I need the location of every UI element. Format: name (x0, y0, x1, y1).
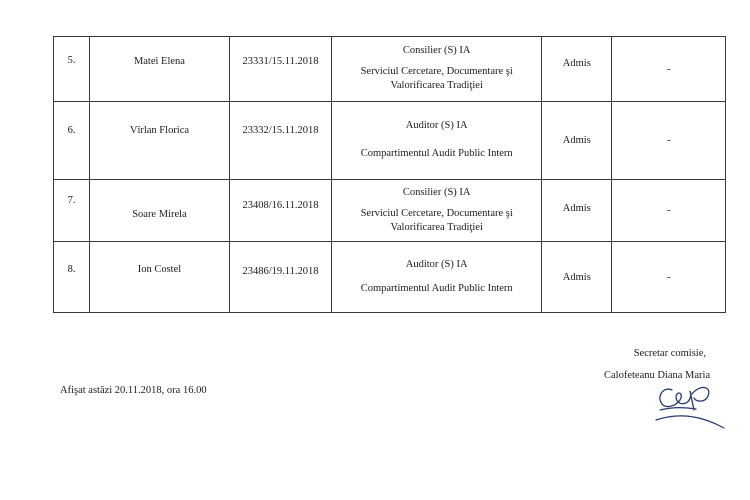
position-cell (332, 242, 542, 313)
row-number-cell (54, 242, 90, 313)
row-number: 5. (67, 54, 76, 66)
table-row (54, 242, 726, 313)
row-number: 8. (67, 263, 76, 275)
result-status: Admis (562, 271, 591, 283)
candidate-name-cell (90, 242, 230, 313)
posted-notice: Afişat astăzi 20.11.2018, ora 16.00 (60, 385, 207, 396)
row-number-cell (54, 180, 90, 242)
remarks-cell (612, 180, 726, 242)
results-table (53, 36, 726, 313)
secretary-role: Secretar comisie, (633, 348, 706, 359)
department-name: Serviciul Cercetare, Documentare şi Valorificarea Tradiţiei (360, 207, 513, 233)
remarks: - (666, 205, 671, 216)
candidate-name: Ion Costel (137, 263, 182, 275)
row-number: 7. (67, 195, 76, 206)
registration-cell (229, 242, 331, 313)
position-title: Auditor (S) IA (405, 258, 468, 270)
position-cell (332, 37, 542, 102)
result-cell (542, 180, 612, 242)
department-name: Compartimentul Audit Public Intern (360, 148, 513, 159)
position-title: Auditor (S) IA (405, 120, 468, 131)
candidate-name: Vîrlan Florica (129, 125, 190, 136)
remarks: - (666, 271, 671, 283)
registration-number: 23332/15.11.2018 (242, 125, 319, 136)
table-row (54, 37, 726, 102)
candidate-name-cell (90, 37, 230, 102)
registration-cell (229, 180, 331, 242)
registration-number: 23331/15.11.2018 (242, 55, 319, 67)
position-title: Consilier (S) IA (402, 186, 471, 198)
department-name: Serviciul Cercetare, Documentare şi Valorificarea Tradiţiei (360, 66, 513, 91)
secretary-name: Calofeteanu Diana Maria (604, 370, 711, 381)
candidate-name-cell (90, 102, 230, 180)
table-row (54, 180, 726, 242)
row-number-cell (54, 37, 90, 102)
department-name: Compartimentul Audit Public Intern (360, 282, 513, 294)
result-cell (542, 37, 612, 102)
remarks-cell (612, 102, 726, 180)
handwritten-signature (650, 376, 730, 436)
result-cell (542, 242, 612, 313)
registration-number: 23486/19.11.2018 (242, 265, 319, 277)
remarks: - (666, 135, 671, 146)
registration-cell (229, 102, 331, 180)
row-number: 6. (67, 125, 76, 136)
candidate-name-cell (90, 180, 230, 242)
registration-cell (229, 37, 331, 102)
result-cell (542, 102, 612, 180)
position-cell (332, 180, 542, 242)
result-status: Admis (562, 203, 591, 214)
remarks-cell (612, 37, 726, 102)
table-row (54, 102, 726, 180)
remarks: - (666, 63, 671, 75)
registration-number: 23408/16.11.2018 (242, 200, 319, 211)
remarks-cell (612, 242, 726, 313)
candidate-name: Soare Mirela (132, 209, 187, 220)
position-title: Consilier (S) IA (402, 45, 471, 56)
row-number-cell (54, 102, 90, 180)
candidate-name: Matei Elena (133, 55, 185, 67)
result-status: Admis (562, 57, 591, 69)
result-status: Admis (562, 135, 591, 146)
position-cell (332, 102, 542, 180)
